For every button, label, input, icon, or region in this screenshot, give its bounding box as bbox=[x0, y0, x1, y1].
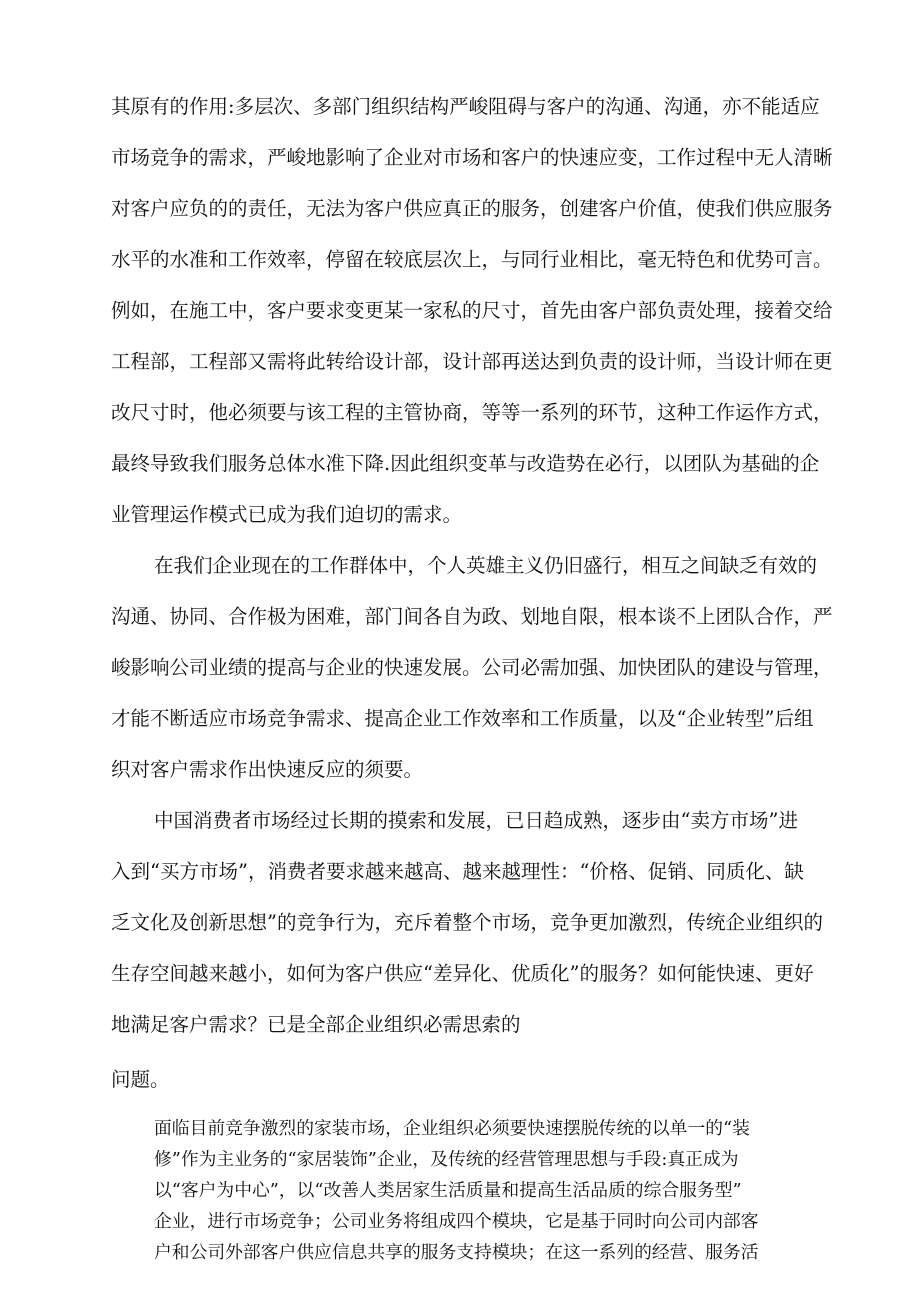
paragraph-line: 工程部，工程部又需将此转给设计部，设计部再送达到负责的设计师，当设计师在更 bbox=[111, 350, 833, 373]
paragraph-line: 问题。 bbox=[111, 1068, 170, 1091]
paragraph-line: 例如，在施工中，客户要求变更某一家私的尺寸，首先由客户部负责处理，接着交给 bbox=[111, 299, 833, 322]
paragraph-line: 企业，进行市场竞争；公司业务将组成四个模块，它是基于同时向公司内部客 bbox=[154, 1211, 759, 1232]
paragraph-line: 沟通、协同、合作极为困难，部门间各自为政、划地自限，根本谈不上团队合作，严 bbox=[111, 605, 833, 628]
paragraph-line: 改尺寸时，他必须要与该工程的主管协商，等等一系列的环节，这种工作运作方式， bbox=[111, 401, 833, 424]
paragraph-line: 乏文化及创新思想”的竞争行为，充斥着整个市场，竞争更加激烈，传统企业组织的 bbox=[111, 911, 823, 934]
paragraph-line: 入到“买方市场”，消费者要求越来越高、越来越理性：“价格、促销、同质化、缺 bbox=[111, 860, 804, 883]
paragraph-line: 最终导致我们服务总体水准下降.因此组织变革与改造势在必行，以团队为基础的企 bbox=[111, 452, 820, 475]
paragraph-line: 生存空间越来越小，如何为客户供应“差异化、优质化”的服务？如何能快速、更好 bbox=[111, 962, 814, 985]
paragraph-line: 面临目前竞争激烈的家装市场，企业组织必须要快速摆脱传统的以单一的“装 bbox=[154, 1118, 750, 1139]
paragraph-line: 水平的水准和工作效率，停留在较底层次上，与同行业相比，毫无特色和优势可言。 bbox=[111, 248, 833, 271]
paragraph-line: 对客户应负的的责任，无法为客户供应真正的服务，创建客户价值，使我们供应服务 bbox=[111, 197, 833, 220]
paragraph-line: 才能不断适应市场竞争需求、提高企业工作效率和工作质量，以及“企业转型”后组 bbox=[111, 707, 814, 730]
paragraph-line: 以“客户为中心”，以“改善人类居家生活质量和提高生活品质的综合服务型” bbox=[154, 1180, 742, 1201]
paragraph-line: 织对客户需求作出快速反应的须要。 bbox=[111, 758, 424, 781]
paragraph-line: 峻影响公司业绩的提高与企业的快速发展。公司必需加强、加快团队的建设与管理， bbox=[111, 656, 833, 679]
paragraph-line: 在我们企业现在的工作群体中，个人英雄主义仍旧盛行，相互之间缺乏有效的 bbox=[154, 554, 818, 577]
paragraph-line: 业管理运作模式已成为我们迫切的需求。 bbox=[111, 503, 463, 526]
paragraph-line: 地满足客户需求？已是全部企业组织必需思索的 bbox=[111, 1013, 521, 1036]
paragraph-line: 修”作为主业务的“家居装饰”企业，及传统的经营管理思想与手段:真正成为 bbox=[154, 1149, 739, 1170]
paragraph-line: 其原有的作用:多层次、多部门组织结构严峻阻碍与客户的沟通、沟通，亦不能适应 bbox=[111, 95, 820, 118]
paragraph-line: 户和公司外部客户供应信息共享的服务支持模块；在这一系列的经营、服务活 bbox=[154, 1242, 759, 1263]
paragraph-line: 中国消费者市场经过长期的摸索和发展，已日趋成熟，逐步由“卖方市场”进 bbox=[154, 809, 798, 832]
paragraph-line: 市场竞争的需求，严峻地影响了企业对市场和客户的快速应变，工作过程中无人清晰 bbox=[111, 146, 833, 169]
